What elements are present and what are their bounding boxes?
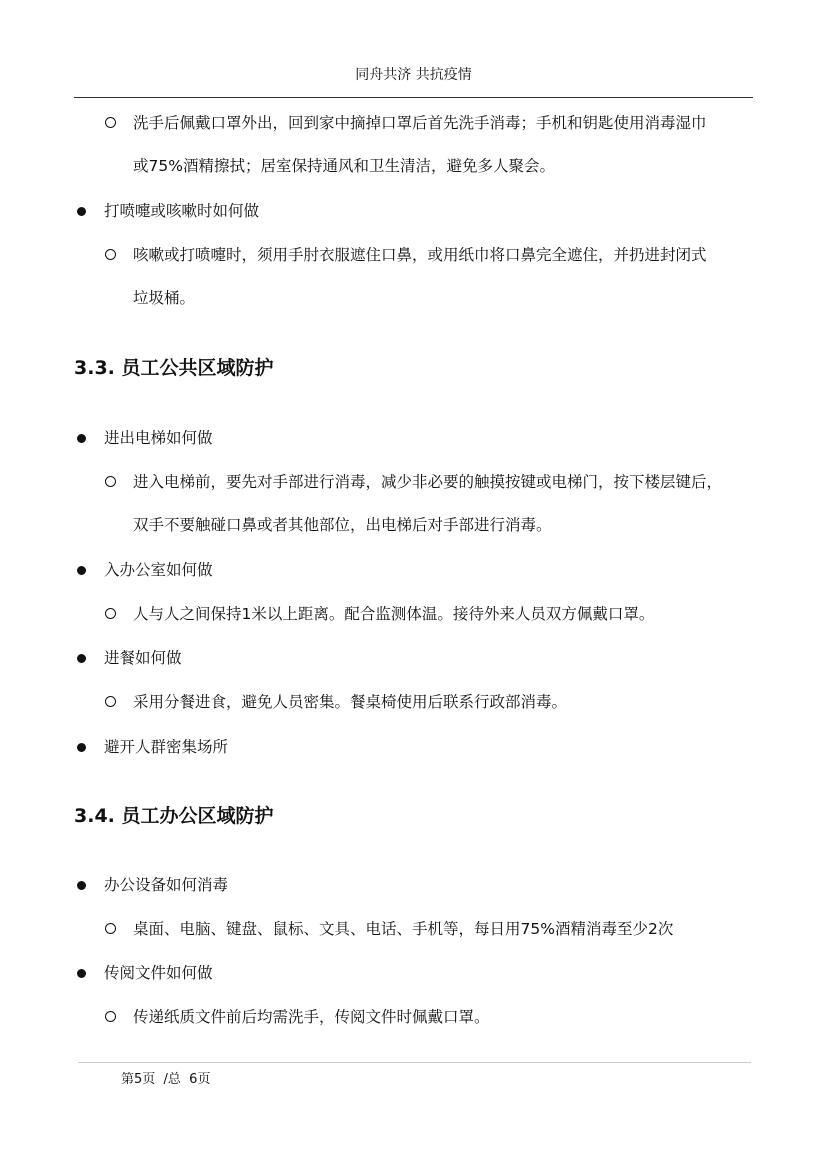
list-item-text: 传递纸质文件前后均需洗手，传阅文件时佩戴口罩。 bbox=[133, 1008, 490, 1026]
circle-bullet-icon bbox=[105, 1011, 116, 1022]
list-item-text: 进入电梯前，要先对手部进行消毒，减少非必要的触摸按键或电梯门，按下楼层键后， bbox=[133, 473, 723, 491]
list-item-text: 入办公室如何做 bbox=[104, 561, 213, 579]
list-item-text: 或75%酒精擦拭；居室保持通风和卫生清洁，避免多人聚会。 bbox=[133, 157, 555, 175]
filled-bullet-icon bbox=[77, 743, 86, 752]
circle-bullet-icon bbox=[105, 117, 116, 128]
filled-bullet-icon bbox=[77, 566, 86, 575]
list-item-text: 进餐如何做 bbox=[104, 649, 182, 667]
filled-bullet-icon bbox=[77, 881, 86, 890]
list-item-text: 垃圾桶。 bbox=[133, 289, 196, 307]
section-heading: 3.3. 员工公共区域防护 bbox=[74, 357, 274, 379]
list-item-text: 办公设备如何消毒 bbox=[104, 876, 229, 894]
circle-bullet-icon bbox=[105, 696, 116, 707]
circle-bullet-icon bbox=[105, 476, 116, 487]
list-item-text: 传阅文件如何做 bbox=[104, 964, 213, 982]
list-item-text: 双手不要触碰口鼻或者其他部位，出电梯后对手部进行消毒。 bbox=[133, 516, 552, 534]
list-item-text: 进出电梯如何做 bbox=[104, 429, 213, 447]
footer-divider bbox=[78, 1062, 751, 1063]
filled-bullet-icon bbox=[77, 207, 86, 216]
circle-bullet-icon bbox=[105, 923, 116, 934]
list-item-text: 洗手后佩戴口罩外出，回到家中摘掉口罩后首先洗手消毒；手机和钥匙使用消毒湿巾 bbox=[133, 114, 707, 132]
circle-bullet-icon bbox=[105, 608, 116, 619]
filled-bullet-icon bbox=[77, 654, 86, 663]
list-item-text: 人与人之间保持1米以上距离。配合监测体温。接待外来人员双方佩戴口罩。 bbox=[133, 605, 655, 623]
list-item-text: 桌面、电脑、键盘、鼠标、文具、电话、手机等，每日用75%酒精消毒至少2次 bbox=[133, 920, 674, 938]
header-title: 同舟共济 共抗疫情 bbox=[355, 67, 472, 83]
filled-bullet-icon bbox=[77, 969, 86, 978]
circle-bullet-icon bbox=[105, 249, 116, 260]
list-item-text: 采用分餐进食，避免人员密集。餐桌椅使用后联系行政部消毒。 bbox=[133, 693, 568, 711]
page-header bbox=[74, 64, 753, 98]
filled-bullet-icon bbox=[77, 434, 86, 443]
page-number: 第5页 /总 6页 bbox=[121, 1072, 211, 1087]
list-item-text: 咳嗽或打喷嚏时，须用手肘衣服遮住口鼻，或用纸巾将口鼻完全遮住，并扔进封闭式 bbox=[133, 246, 707, 264]
list-item-text: 避开人群密集场所 bbox=[104, 738, 229, 756]
section-heading: 3.4. 员工办公区域防护 bbox=[74, 805, 274, 827]
list-item-text: 打喷嚏或咳嗽时如何做 bbox=[104, 202, 260, 220]
